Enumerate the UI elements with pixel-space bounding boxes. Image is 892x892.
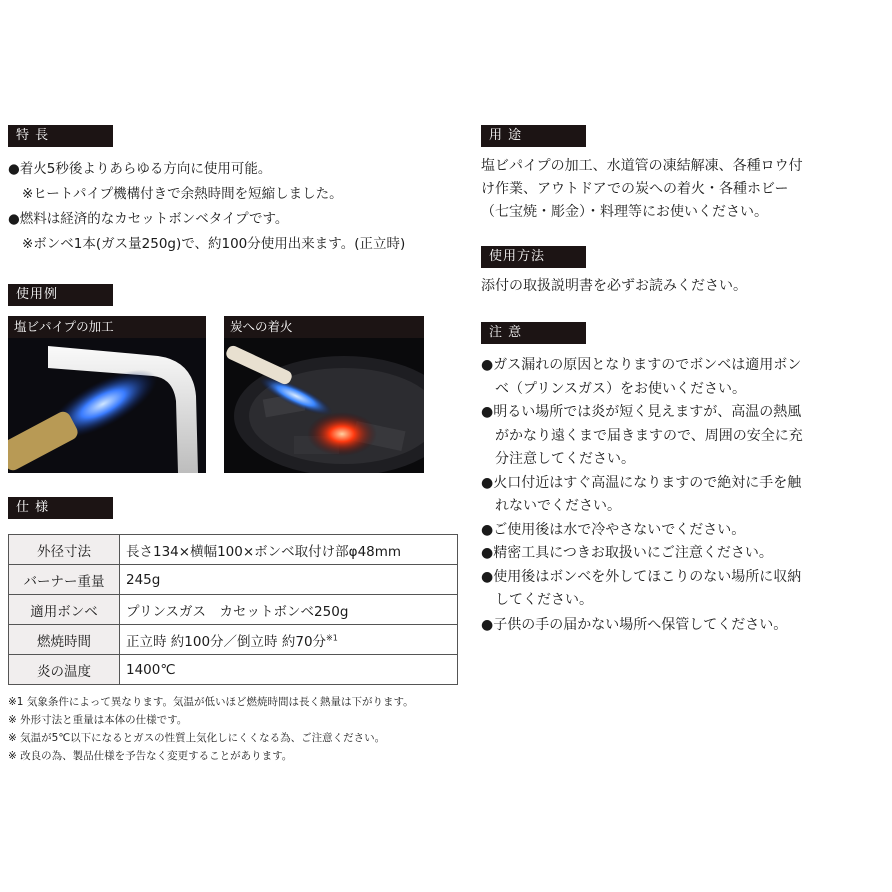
- caution-line-1: ●ガス漏れの原因となりますのでボンベは適用ボン: [481, 357, 802, 373]
- howto-heading: 使用方法: [481, 246, 586, 268]
- feature-note-1: ※ヒートパイプ機構付きで余熱時間を短縮しました。: [22, 186, 343, 202]
- howto-text: 添付の取扱説明書を必ずお読みください。: [481, 278, 747, 294]
- caution-line-3: ●明るい場所では炎が短く見えますが、高温の熱風: [481, 404, 802, 420]
- spec-key: 適用ボンベ: [9, 595, 120, 625]
- spec-key: バーナー重量: [9, 565, 120, 595]
- spec-value: 1400℃: [120, 655, 458, 685]
- spec-value-cell: [120, 625, 458, 655]
- caution-line-2: ベ（プリンスガス）をお使いください。: [481, 381, 747, 397]
- spec-key: 外径寸法: [9, 535, 120, 565]
- uses-line-3: （七宝焼・彫金）・料理等にお使いください。: [481, 204, 768, 220]
- spec-key: 燃焼時間: [9, 625, 120, 655]
- specs-heading: 仕 様: [8, 497, 113, 519]
- feature-note-2: ※ボンベ1本(ガス量250g)で、約100分使用出来ます。(正立時): [22, 236, 406, 252]
- torch-charcoal-image: [224, 316, 424, 473]
- examples-heading: 使用例: [8, 284, 113, 306]
- spec-key: 炎の温度: [9, 655, 120, 685]
- uses-line-2: け作業、アウトドアでの炭への着火・各種ホビー: [481, 181, 789, 197]
- caution-line-10: ●使用後はボンベを外してほこりのない場所に収納: [481, 569, 802, 585]
- caution-heading: 注 意: [481, 322, 586, 344]
- torch-pipe-image: [8, 316, 206, 473]
- footnote-2: ※ 外形寸法と重量は本体の仕様です。: [8, 714, 188, 726]
- footnote-4: ※ 改良の為、製品仕様を予告なく変更することがあります。: [8, 750, 293, 762]
- table-row: [9, 625, 458, 655]
- caution-line-4: がかなり遠くまで届きますので、周囲の安全に充: [481, 428, 803, 444]
- table-row: [9, 565, 458, 595]
- footnote-1: ※1 気象条件によって異なります。気温が低いほど燃焼時間は長く熱量は下がります。: [8, 696, 414, 708]
- footnote-mark: ※1: [326, 633, 338, 642]
- table-row: [9, 595, 458, 625]
- caution-line-12: ●子供の手の届かない場所へ保管してください。: [481, 617, 788, 633]
- spec-value: 正立時 約100分／倒立時 約70分: [126, 633, 327, 650]
- caution-line-5: 分注意してください。: [481, 451, 635, 467]
- caution-line-7: れないでください。: [481, 498, 621, 514]
- spec-value: 245g: [120, 565, 458, 595]
- caution-line-8: ●ご使用後は水で冷やさないでください。: [481, 522, 746, 538]
- uses-line-1: 塩ビパイプの加工、水道管の凍結解凍、各種ロウ付: [481, 158, 803, 174]
- feature-line-2: ●燃料は経済的なカセットボンベタイプです。: [8, 211, 289, 227]
- spec-value: 長さ134×横幅100×ボンベ取付け部φ48mm: [120, 535, 458, 565]
- table-row: [9, 535, 458, 565]
- spec-value: プリンスガス カセットボンベ250g: [120, 595, 458, 625]
- table-row: [9, 655, 458, 685]
- spec-table: [8, 534, 458, 685]
- photo-pipe-processing: [8, 316, 206, 473]
- photo1-caption: 塩ビパイプの加工: [8, 316, 206, 338]
- photo-charcoal-ignition: [224, 316, 424, 473]
- footnote-3: ※ 気温が5℃以下になるとガスの性質上気化しにくくなる為、ご注意ください。: [8, 732, 386, 744]
- caution-line-9: ●精密工具につきお取扱いにご注意ください。: [481, 545, 773, 561]
- uses-heading: 用 途: [481, 125, 586, 147]
- features-heading: 特 長: [8, 125, 113, 147]
- feature-line-1: ●着火5秒後よりあらゆる方向に使用可能。: [8, 161, 272, 177]
- caution-line-6: ●火口付近はすぐ高温になりますので絶対に手を触: [481, 475, 802, 491]
- caution-line-11: してください。: [481, 592, 593, 608]
- photo2-caption: 炭への着火: [224, 316, 424, 338]
